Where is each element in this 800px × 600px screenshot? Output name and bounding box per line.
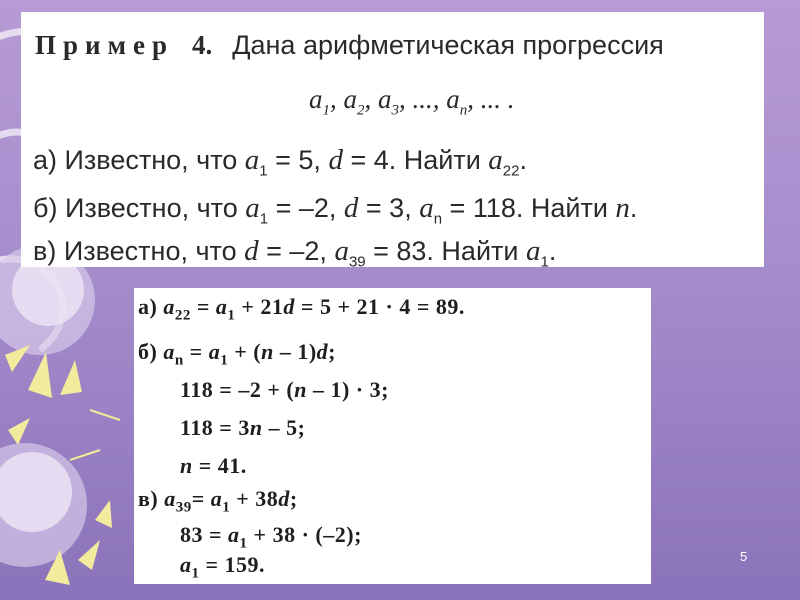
solution-line-b4: n = 41. (180, 453, 247, 478)
solution-line-c3: $a_1 = 159$. (180, 552, 266, 582)
solution-line-b1: б) $a_n = a_1 + (n - 1)d$; (138, 339, 336, 369)
task-b: б) Известно, что $a_1 = -2$, d = 3, $a_n = 118$. Найти n. (33, 192, 638, 228)
slide-page-number: 5 (740, 549, 748, 564)
task-panel (21, 12, 764, 271)
task-a: а) Известно, что $a_1 = 5$, d = 4. Найти $a_{22}$. (33, 144, 527, 180)
solution-line-b3: 118 = 3n – 5; (180, 415, 306, 440)
solution-line-b2: 118 = –2 + (n – 1) · 3; (180, 377, 389, 402)
example-title (35, 30, 664, 61)
sequence-formula: $a_1$, $a_2$, $a_3$, ..., $a_n$, ... . (309, 84, 515, 119)
solution-line-c2: $83 = a_1 + 38 \cdot (-2)$; (180, 522, 362, 552)
task-c: в) Известно, что d = –2, $a_{39} = 83$. Найти $a_1$. (33, 235, 557, 271)
solution-line-c1: в) $a_{39}= a_1 + 38d$; (138, 486, 298, 516)
example-heading: Пример (35, 30, 174, 60)
example-number: 4. (191, 30, 213, 60)
example-intro: Дана арифметическая прогрессия (232, 30, 664, 60)
solution-panel (134, 288, 651, 584)
solution-line-a: а) $a_{22} = a_1 + 21d = 5 + 21 \cdot 4 = 89$. (138, 294, 465, 324)
